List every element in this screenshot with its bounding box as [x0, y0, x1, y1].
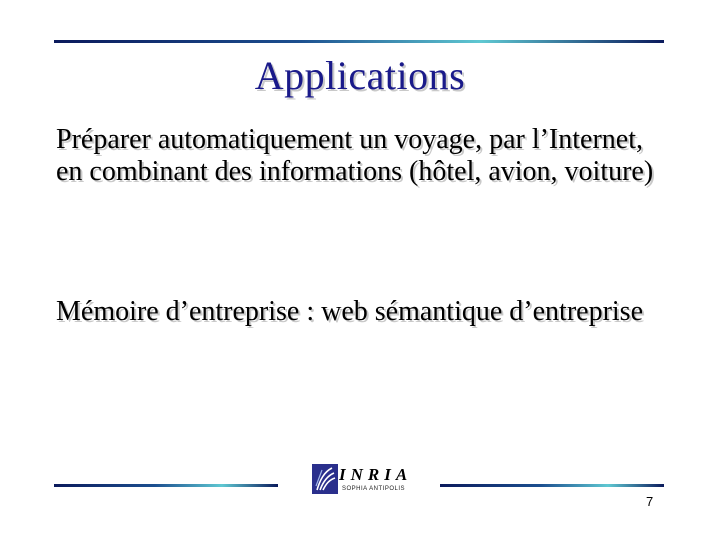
page-number: 7 — [646, 494, 654, 509]
bottom-divider-left — [54, 484, 278, 487]
inria-logo — [312, 464, 422, 496]
bullet-paragraph-memory: Mémoire d’entreprise : web sémantique d’entreprise — [56, 296, 644, 327]
logo-wordmark: INRIA — [339, 465, 413, 484]
top-divider — [54, 40, 664, 43]
logo-subtext: SOPHIA ANTIPOLIS — [342, 486, 406, 492]
bullet-paragraph-travel: Préparer automatiquement un voyage, par l’Internet, en combinant des informations (hôtel, avion, voiture) — [56, 124, 654, 187]
slide-title: Applications — [254, 53, 466, 98]
bottom-divider-right — [440, 484, 664, 487]
inria-emblem-icon — [312, 464, 338, 494]
